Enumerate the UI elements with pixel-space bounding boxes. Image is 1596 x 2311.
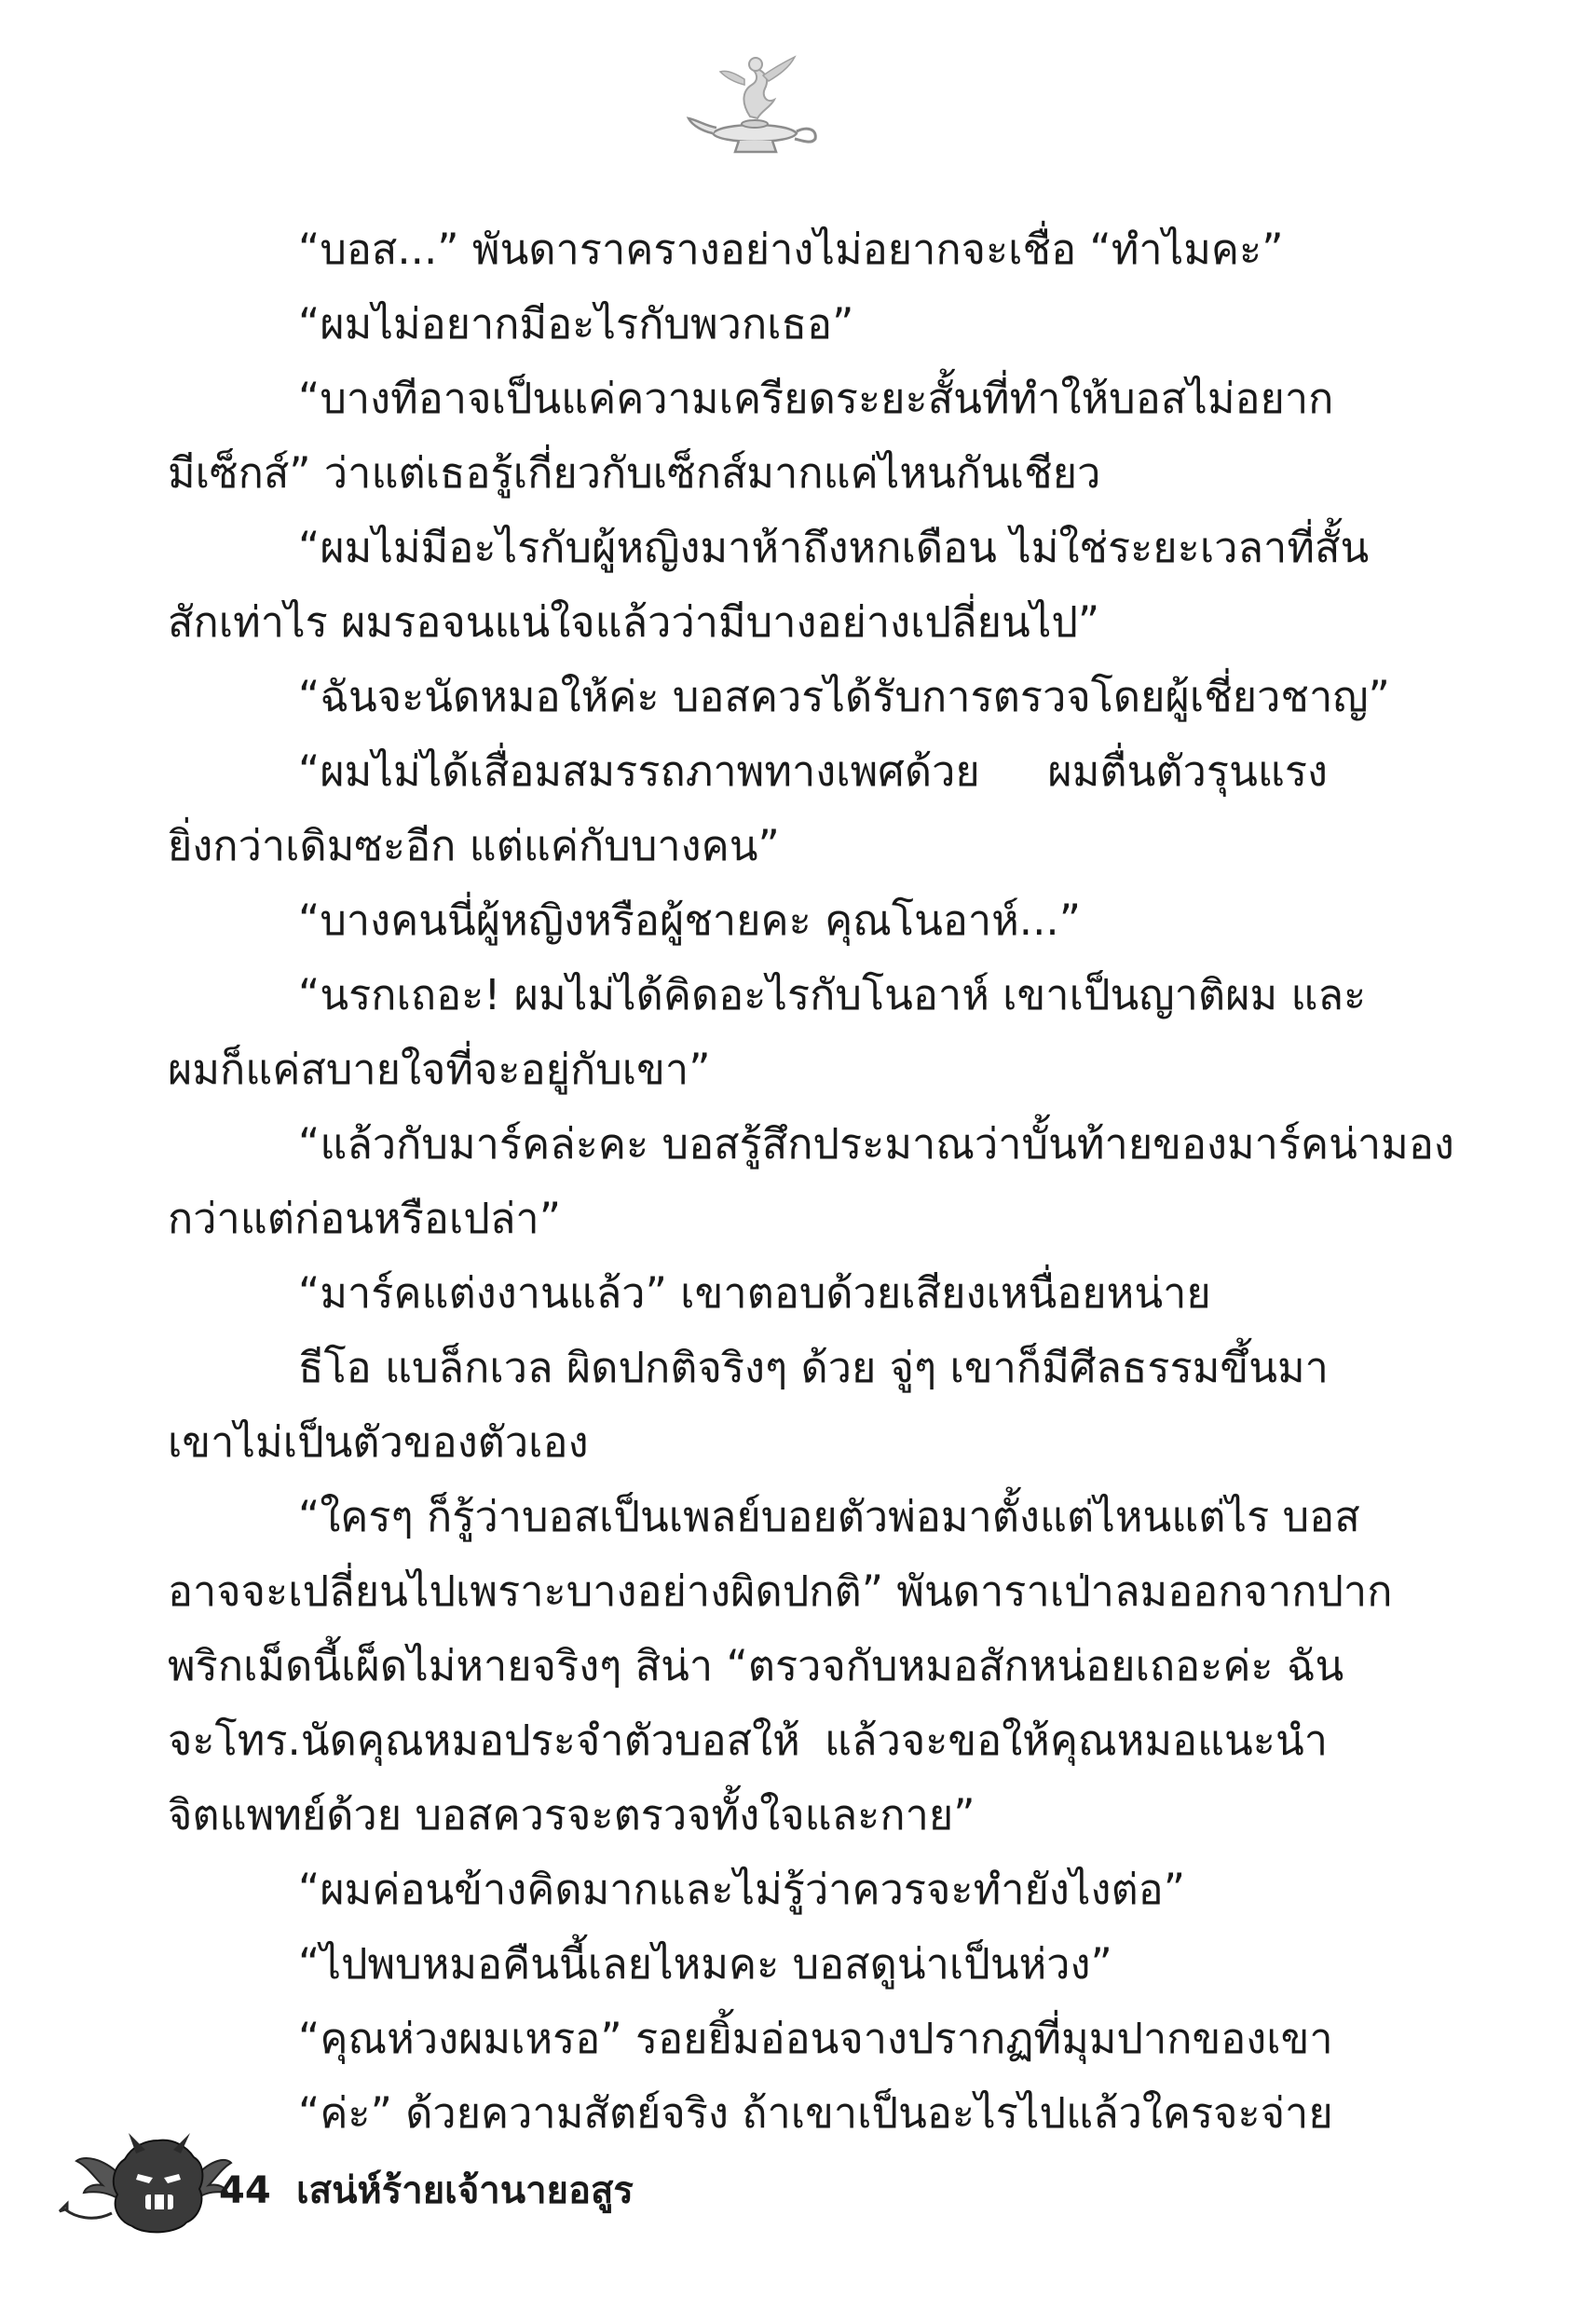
text-line: “ผมค่อนข้างคิดมากและไม่รู้ว่าควรจะทำยังไงต่อ” — [298, 1865, 1186, 1914]
text-line: “นรกเถอะ! ผมไม่ได้คิดอะไรกับโนอาห์ เขาเป็นญาติผม และ — [298, 970, 1367, 1019]
text-line: “บอส...” พันดาราครางอย่างไม่อยากจะเชื่อ “ทำไมคะ” — [298, 225, 1284, 274]
text-line: “ฉันจะนัดหมอให้ค่ะ บอสควรได้รับการตรวจโดยผู้เชี่ยวชาญ” — [298, 672, 1390, 721]
text-line: “ค่ะ” ด้วยความสัตย์จริง ถ้าเขาเป็นอะไรไปแล้วใครจะจ่าย — [298, 2088, 1333, 2138]
text-line: “คุณห่วงผมเหรอ” รอยยิ้มอ่อนจางปรากฏที่มุมปากของเขา — [298, 2014, 1333, 2063]
text-line: “ใครๆ ก็รู้ว่าบอสเป็นเพลย์บอยตัวพ่อมาตั้งแต่ไหนแต่ไร บอส — [298, 1492, 1360, 1541]
text-line: เขาไม่เป็นตัวของตัวเอง — [168, 1417, 589, 1467]
text-line: จะโทร.นัดคุณหมอประจำตัวบอสให้ แล้วจะขอให้คุณหมอแนะนำ — [168, 1716, 1328, 1765]
text-line: กว่าแต่ก่อนหรือเปล่า” — [168, 1194, 562, 1243]
text-line: จิตแพทย์ด้วย บอสควรจะตรวจทั้งใจและกาย” — [168, 1790, 975, 1839]
text-line: พริกเม็ดนี้เผ็ดไม่หายจริงๆ สิน่า “ตรวจกับหมอสักหน่อยเถอะค่ะ ฉัน — [168, 1641, 1344, 1690]
text-line: “ผมไม่อยากมีอะไรกับพวกเธอ” — [298, 299, 854, 349]
genie-lamp-icon — [685, 51, 825, 163]
text-line: “บางทีอาจเป็นแค่ความเครียดระยะสั้นที่ทำให้บอสไม่อยาก — [298, 374, 1334, 423]
book-title: เสน่ห์ร้ายเจ้านายอสูร — [296, 2169, 634, 2212]
text-line: “มาร์คแต่งงานแล้ว” เขาตอบด้วยเสียงเหนื่อยหน่าย — [298, 1268, 1211, 1318]
text-line: ยิ่งกว่าเดิมซะอีก แต่แค่กับบางคน” — [168, 821, 780, 870]
text-line: มีเซ็กส์” ว่าแต่เธอรู้เกี่ยวกับเซ็กส์มากแค่ไหนกันเชียว — [168, 448, 1101, 498]
text-line: “ไปพบหมอคืนนี้เลยไหมคะ บอสดูน่าเป็นห่วง” — [298, 1939, 1112, 1989]
body-text — [168, 212, 1454, 2151]
text-line: “ผมไม่ได้เสื่อมสมรรถภาพทางเพศด้วย ผมตื่นตัวรุนแรง — [298, 746, 1328, 796]
text-line: สักเท่าไร ผมรอจนแน่ใจแล้วว่ามีบางอย่างเปลี่ยนไป” — [168, 597, 1100, 647]
text-line: ธีโอ แบล็กเวล ผิดปกติจริงๆ ด้วย จู่ๆ เขาก็มีศีลธรรมขึ้นมา — [298, 1343, 1329, 1392]
text-line: อาจจะเปลี่ยนไปเพราะบางอย่างผิดปกติ” พันดาราเป่าลมออกจากปาก — [168, 1566, 1393, 1616]
text-line: “แล้วกับมาร์คล่ะคะ บอสรู้สึกประมาณว่าบั้นท้ายของมาร์คน่ามอง — [298, 1119, 1454, 1169]
text-line: “ผมไม่มีอะไรกับผู้หญิงมาห้าถึงหกเดือน ไม่ใช่ระยะเวลาที่สั้น — [298, 523, 1370, 572]
horned-monster-mascot-icon — [56, 2120, 233, 2241]
page-number: 44 — [219, 2169, 271, 2212]
text-line: “บางคนนี่ผู้หญิงหรือผู้ชายคะ คุณโนอาห์...” — [298, 896, 1082, 945]
text-line: ผมก็แค่สบายใจที่จะอยู่กับเขา” — [168, 1045, 711, 1094]
page-footer — [56, 2120, 801, 2250]
